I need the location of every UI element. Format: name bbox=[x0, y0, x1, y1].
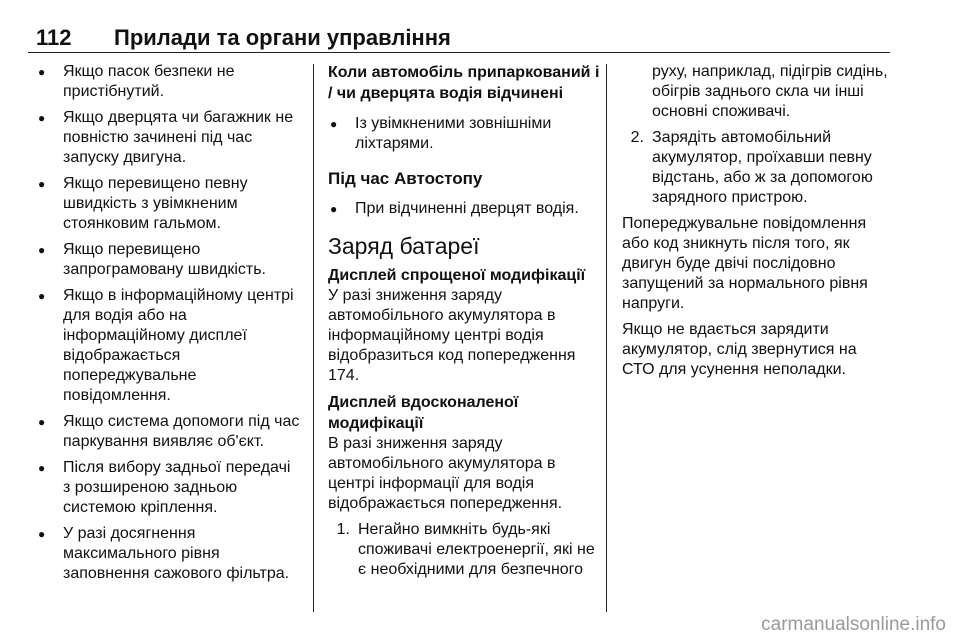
page-title: Прилади та органи управління bbox=[114, 25, 451, 50]
list-item: ● Із увімкненими зовнішніми ліхтарями. bbox=[328, 114, 600, 154]
basic-display-heading: Дисплей спрощеної модифікації bbox=[328, 267, 586, 284]
column-divider-2 bbox=[606, 64, 607, 612]
list-item: ● Якщо перевищено певну швидкість з увімкненим стоянковим гальмом. bbox=[36, 174, 301, 234]
paragraph: Якщо не вдається зарядити акумулятор, слід звернутися на СТО для усунення неполадки. bbox=[622, 321, 857, 378]
steps-list-continued bbox=[622, 62, 892, 208]
warning-conditions-list bbox=[36, 62, 301, 584]
autostop-list bbox=[328, 199, 600, 219]
list-item bbox=[328, 520, 600, 580]
list-item: ● Якщо пасок безпеки не пристібнутий. bbox=[36, 62, 301, 102]
step-number: 2. bbox=[630, 129, 644, 146]
header-rule bbox=[28, 52, 890, 53]
paragraph: Попереджувальне повідомлення або код зникнуть після того, як двигун буде двічі послідовно запущений за нормального рівня напруги. bbox=[622, 215, 868, 312]
basic-display-text: У разі зниження заряду автомобільного акумулятора в інформаційному центрі водія відобразиться код попередження 174. bbox=[328, 287, 576, 384]
column-3 bbox=[622, 62, 892, 386]
steps-list bbox=[328, 520, 600, 580]
column-2 bbox=[328, 62, 600, 586]
advanced-display-heading: Дисплей вдосконаленої модифікації bbox=[328, 394, 519, 432]
section-heading: Заряд батареї bbox=[328, 233, 480, 259]
list-item: ● Якщо система допомоги під час паркування виявляє об'єкт. bbox=[36, 412, 301, 452]
page-number: 112 bbox=[36, 25, 72, 50]
watermark: carmanualsonline.info bbox=[761, 614, 946, 635]
column-1 bbox=[36, 62, 301, 590]
step-number: 1. bbox=[336, 521, 350, 538]
column-divider-1 bbox=[313, 64, 314, 612]
advanced-display-text: В разі зниження заряду автомобільного акумулятора в центрі інформації для водія відображається попередження. bbox=[328, 435, 563, 512]
list-item: ● Якщо перевищено запрограмовану швидкість. bbox=[36, 240, 301, 280]
list-item bbox=[622, 62, 892, 122]
parked-heading: Коли автомобіль припаркований і / чи дверцята водія відчинені bbox=[328, 64, 600, 102]
page-header bbox=[28, 26, 890, 54]
step-text: руху, наприклад, підігрів сидінь, обігрів заднього скла чи інші основні споживачі. bbox=[652, 63, 888, 120]
list-item: ● Після вибору задньої передачі з розширеною задньою системою кріплення. bbox=[36, 458, 301, 518]
list-item: ● Якщо в інформаційному центрі для водія або на інформаційному дисплеї відображається попереджувальне повідомлення. bbox=[36, 286, 301, 406]
autostop-heading: Під час Автостопу bbox=[328, 169, 483, 188]
list-item: ● Якщо дверцята чи багажник не повністю зачинені під час запуску двигуна. bbox=[36, 108, 301, 168]
step-text: Негайно вимкніть будь-які споживачі електроенергії, які не є необхідними для безпечного bbox=[358, 521, 595, 578]
parked-list bbox=[328, 114, 600, 154]
step-text: Зарядіть автомобільний акумулятор, проїхавши певну відстань, або ж за допомогою зарядного пристрою. bbox=[652, 129, 873, 206]
list-item: ● При відчиненні дверцят водія. bbox=[328, 199, 600, 219]
list-item: ● У разі досягнення максимального рівня заповнення сажового фільтра. bbox=[36, 524, 301, 584]
list-item bbox=[622, 128, 892, 208]
